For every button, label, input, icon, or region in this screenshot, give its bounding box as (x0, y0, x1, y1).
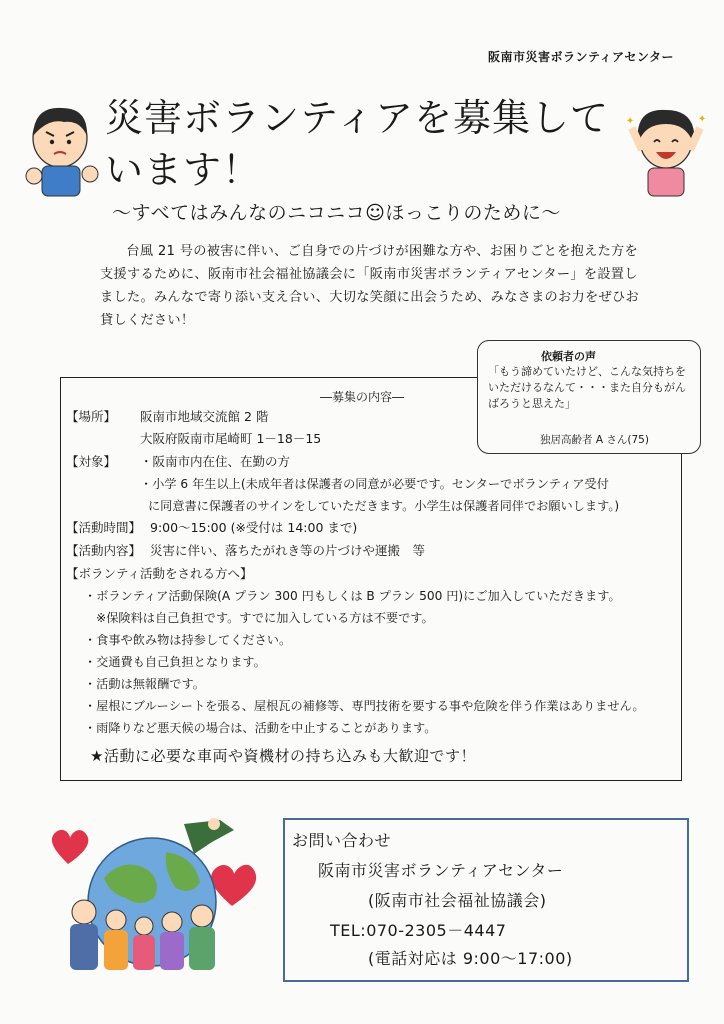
place-line-2: 大阪府阪南市尾崎町 1－18－15 (140, 431, 322, 446)
globe-people-illustration (44, 812, 266, 982)
note-item: ・交通費も自己負担となります。 (84, 655, 266, 669)
welcome-message: ★活動に必要な車両や資機材の持ち込みも大歓迎です！ (90, 747, 476, 765)
girl-illustration (622, 100, 708, 200)
note-item: ・活動は無報酬です。 (84, 677, 205, 691)
target-line-2: ・小学 6 年生以上(未成年者は保護者の同意が必要です。センターでボランティア受付 (140, 477, 609, 491)
contact-hours: (電話対応は 9:00～17:00) (368, 949, 573, 968)
target-line-3: に同意書に保護者のサインをしていただきます。小学生は保護者同伴でお願いします。) (148, 499, 620, 513)
boy-illustration (20, 96, 106, 200)
svg-text:✦: ✦ (698, 114, 707, 125)
contact-parent-organization: (阪南市社会福祉協議会) (368, 891, 547, 910)
note-item: ・食事や飲み物は持参してください。 (84, 633, 292, 647)
note-item: ・ボランティア活動保険(A プラン 300 円もしくは B プラン 500 円)にご加入していただきます。 (84, 589, 621, 603)
contact-organization: 阪南市災害ボランティアセンター (318, 861, 564, 880)
target-line-1: ・阪南市内在住、在勤の方 (140, 454, 291, 469)
subtitle: 〜すべてはみんなのニコニコ☺ほっこりのために〜 (112, 202, 561, 224)
content-value: 災害に伴い、落ちたがれき等の片づけや運搬 等 (150, 543, 426, 558)
note-item: ※保険料は自己負担です。すでに加入している方は不要です。 (96, 611, 434, 625)
intro-paragraph: 台風 21 号の被害に伴い、ご自身での片づけが困難な方や、お困りごとを抱えた方を支援するために、阪南市社会福祉協議会に「阪南市災害ボランティアセンター」を設置しました。みんなで寄り添い支え合い、大切な笑顔に出会うため、みなさまのお力をぜひお貸しください！ (100, 244, 639, 328)
time-label: 【活動時間】 (66, 520, 142, 535)
client-voice-speaker: 独居高齢者 A さん(75) (540, 434, 649, 446)
recruitment-heading: ―募集の内容― (320, 390, 405, 404)
contact-phone: TEL:070-2305－4447 (330, 921, 507, 940)
client-voice-quote: 「もう諦めていたけど、こんな気持ちをいただけるなんて・・・また自分もがんばろうと思えた」 (488, 365, 686, 410)
organization-header: 阪南市災害ボランティアセンター (488, 50, 674, 64)
content-label: 【活動内容】 (66, 543, 142, 558)
note-item: ・雨降りなど悪天候の場合は、活動を中止することがあります。 (84, 721, 437, 735)
page-title: 災害ボランティアを募集して います！ (105, 96, 609, 192)
client-voice-title: 依頼者の声 (541, 350, 596, 363)
time-value: 9:00～15:00 (※受付は 14:00 まで) (150, 520, 358, 535)
place-line-1: 阪南市地域交流館 2 階 (140, 409, 269, 424)
place-label: 【場所】 (66, 409, 117, 424)
note-item: ・屋根にブルーシートを張る、屋根瓦の補修等、専門技術を要する事や危険を伴う作業はありません。 (84, 699, 645, 713)
target-label: 【対象】 (66, 454, 117, 469)
contact-heading: お問い合わせ (292, 831, 392, 850)
svg-text:✦: ✦ (626, 116, 635, 127)
volunteer-notes-label: 【ボランティ活動をされる方へ】 (66, 566, 253, 581)
